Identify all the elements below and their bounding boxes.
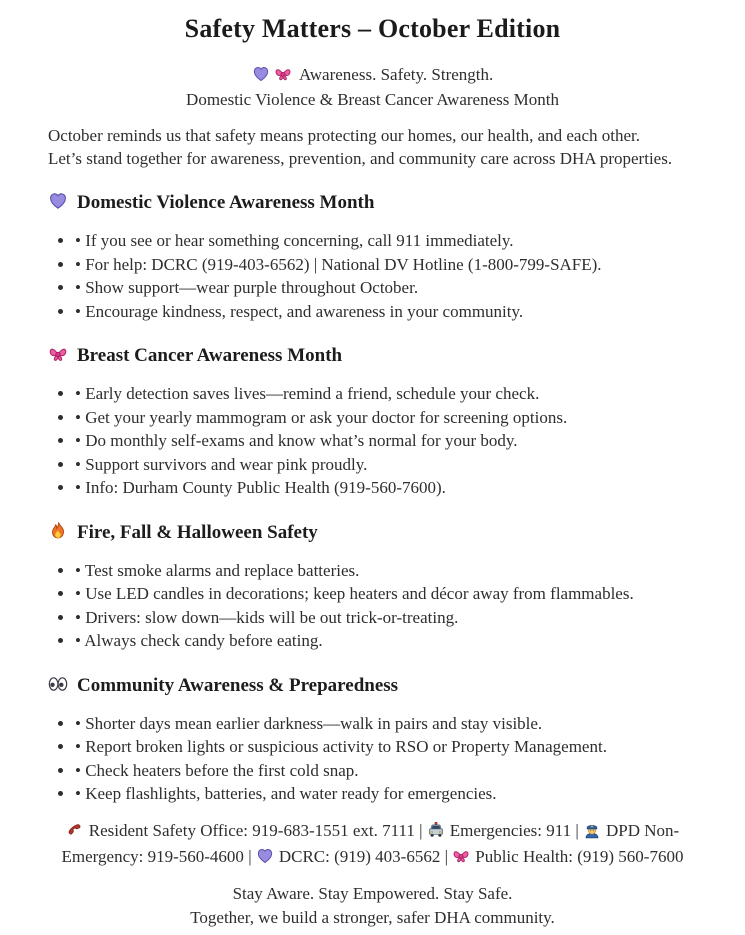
list-item: • • Report broken lights or suspicious activity to RSO or Property Management. [75, 735, 697, 759]
contact-separator: | [575, 820, 584, 840]
list-item: • • Use LED candles in decorations; keep heaters and décor away from flammables. [75, 582, 697, 606]
section-heading-text: Community Awareness & Preparedness [77, 674, 399, 696]
closing-line-2: Together, we build a stronger, safer DHA community. [190, 907, 555, 927]
list-item: • • Show support—wear purple throughout October. [75, 276, 697, 300]
intro-line-1: October reminds us that safety means protecting our homes, our health, and each other. [48, 126, 640, 145]
section-heading-text: Domestic Violence Awareness Month [77, 192, 375, 213]
bullet-list [48, 559, 697, 653]
contact-separator: | [419, 820, 427, 840]
section-icon-slot [48, 522, 77, 543]
contact-entry [256, 847, 441, 866]
section-icon-slot [48, 192, 77, 213]
pink-bow-icon [452, 847, 470, 865]
section [48, 520, 697, 653]
contact-text: Public Health: (919) 560-7600 [475, 846, 684, 866]
contact-icon-slot [66, 821, 89, 840]
contact-icon-slot [256, 847, 279, 866]
list-item: • • Early detection saves lives—remind a friend, schedule your check. [75, 382, 697, 406]
purple-heart-icon [252, 65, 270, 83]
sections-container [48, 190, 697, 806]
contact-text: Resident Safety Office: 919-683-1551 ext. 7111 [88, 820, 415, 840]
closing-line-1: Stay Aware. Stay Empowered. Stay Safe. [232, 883, 513, 903]
bullet-list [48, 712, 697, 806]
purple-heart-icon [256, 847, 274, 865]
contact-entry [66, 821, 415, 840]
list-item: • • Support survivors and wear pink proudly. [75, 453, 697, 477]
section [48, 673, 697, 806]
intro-paragraph [48, 124, 697, 170]
contact-text: Emergencies: 911 [449, 820, 572, 840]
list-item: • • Always check candy before eating. [75, 629, 697, 653]
contact-icon-slot [427, 821, 450, 840]
section-icon-slot [48, 675, 77, 696]
list-item: • • Keep flashlights, batteries, and water ready for emergencies. [75, 782, 697, 806]
contact-separator: | [248, 846, 256, 866]
section-heading-text: Fire, Fall & Halloween Safety [77, 521, 318, 543]
contact-entry [452, 847, 683, 866]
list-item: • • Encourage kindness, respect, and awareness in your community. [75, 300, 697, 324]
page-title: Safety Matters – October Edition [184, 14, 561, 43]
section-heading [48, 673, 697, 698]
contact-strip [48, 818, 697, 870]
tagline [48, 62, 697, 87]
phone-icon [66, 821, 84, 839]
bullet-list [48, 229, 697, 323]
tagline-text: Awareness. Safety. Strength. [299, 65, 494, 84]
subtitle: Domestic Violence & Breast Cancer Awareness Month [186, 90, 559, 109]
list-item: • • Check heaters before the first cold snap. [75, 759, 697, 783]
contact-separator: | [444, 846, 453, 866]
list-item: • • Test smoke alarms and replace batteries. [75, 559, 697, 583]
section-heading [48, 520, 697, 545]
section-heading [48, 343, 697, 368]
list-item: • • Get your yearly mammogram or ask your doctor for screening options. [75, 406, 697, 430]
list-item: • • Drivers: slow down—kids will be out trick-or-treating. [75, 606, 697, 630]
section-heading-text: Breast Cancer Awareness Month [77, 345, 343, 366]
police-car-icon [427, 821, 445, 839]
tagline-icon-slot-1 [252, 65, 274, 84]
closing-block [48, 882, 697, 930]
list-item: • • Shorter days mean earlier darkness—walk in pairs and stay visible. [75, 712, 697, 736]
section-icon-slot [48, 345, 77, 366]
section-heading [48, 190, 697, 215]
list-item: • • If you see or hear something concerning, call 911 immediately. [75, 229, 697, 253]
bullet-list [48, 382, 697, 500]
purple-heart-icon [48, 191, 68, 211]
police-officer-icon [583, 821, 601, 839]
contact-icon-slot [452, 847, 475, 866]
pink-bow-icon [48, 344, 68, 364]
list-item: • • Info: Durham County Public Health (919-560-7600). [75, 476, 697, 500]
contact-entry [427, 821, 571, 840]
fire-icon [48, 521, 68, 541]
contact-text: DCRC: (919) 403-6562 [278, 846, 441, 866]
eyes-icon [48, 674, 68, 694]
list-item: • • Do monthly self-exams and know what’s normal for your body. [75, 429, 697, 453]
contact-text: DPD Non-Emergency: 919-560-4600 [61, 820, 680, 866]
contact-icon-slot [583, 821, 606, 840]
tagline-icon-slot-2 [274, 65, 296, 84]
section [48, 190, 697, 323]
list-item: • • For help: DCRC (919-403-6562) | National DV Hotline (1-800-799-SAFE). [75, 253, 697, 277]
pink-bow-icon [274, 65, 292, 83]
section [48, 343, 697, 500]
intro-line-2: Let’s stand together for awareness, prevention, and community care across DHA properties. [48, 149, 673, 168]
